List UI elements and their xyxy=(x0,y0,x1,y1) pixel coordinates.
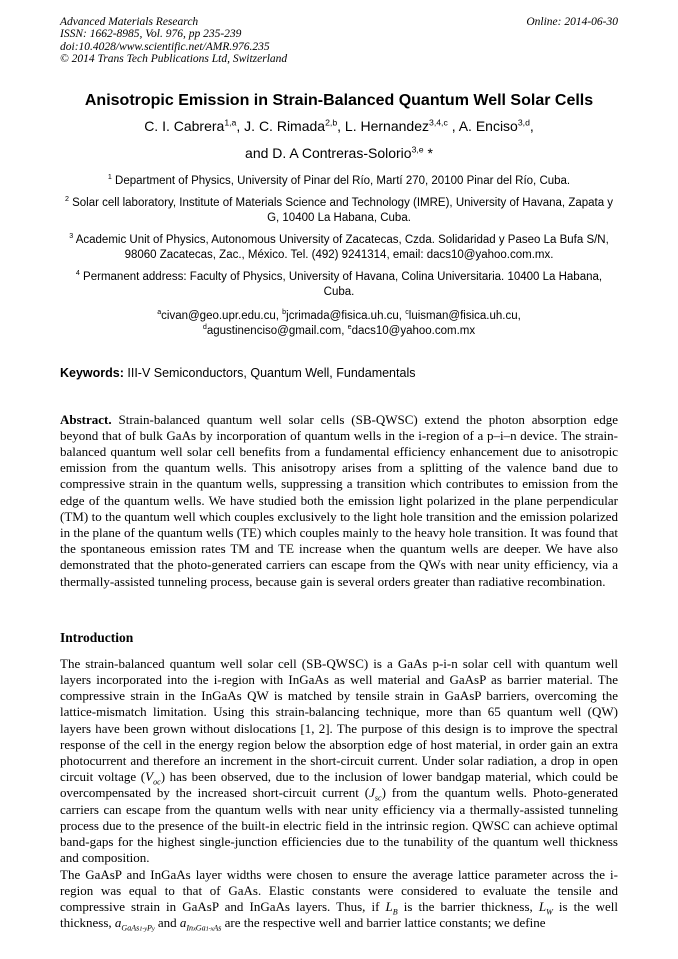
authors-line-1: C. I. Cabrera$^{1,a}$, J. C. Rimada$^{2,b}$, L. Hernandez$^{3,4,c}$ , A. Enciso$^{3,d}$, xyxy=(144,116,534,134)
journal-name: Advanced Materials Research xyxy=(60,16,199,28)
authors-line-2: and D. A Contreras-Solorio$^{3,e}$ * xyxy=(245,143,433,161)
online-date: Online: 2014-06-30 xyxy=(526,16,618,28)
affiliation-3-marker: 3 xyxy=(69,231,74,240)
affiliation-4-text: Permanent address: Faculty of Physics, University of Havana, Colina Universitaria. 10400 La Habana, Cuba. xyxy=(79,270,603,298)
section-heading-introduction: Introduction xyxy=(60,629,134,645)
affiliations-block xyxy=(60,174,618,300)
affiliation-2-text: Solar cell laboratory, Institute of Materials Science and Technology (IMRE), University of Havana, Zapata y G, 10400 La Habana, Cuba. xyxy=(68,196,614,224)
affiliation-1-text: Department of Physics, University of Pinar del Río, Martí 270, 20100 Pinar del Río, Cuba. xyxy=(111,174,571,187)
emails-line-2: $^d$agustinenciso@gmail.com, $^e$dacs10@yahoo.com.mx xyxy=(202,322,476,337)
affiliation-1 xyxy=(60,174,618,189)
affiliation-4-marker: 4 xyxy=(75,268,80,277)
keywords-label: Keywords: xyxy=(60,365,124,380)
author-emails-block xyxy=(60,309,618,339)
affiliation-3-text: Academic Unit of Physics, Autonomous University of Zacatecas, Czda. Solidaridad y Paseo La Bufa S/N, 98060 Zacatecas, Zac., México. Tel. (492) 9241314, email: dacs10@yahoo.com.mx. xyxy=(73,233,609,261)
affiliation-2-marker: 2 xyxy=(64,194,69,203)
keywords-text: III-V Semiconductors, Quantum Well, Fundamentals xyxy=(123,365,416,380)
keywords-line xyxy=(60,366,618,381)
emails-line-1: $^a$civan@geo.upr.edu.cu, $^b$jcrimada@fisica.uh.cu, $^c$luisman@fisica.uh.cu, xyxy=(157,307,521,322)
abstract-paragraph: Abstract. Strain-balanced quantum well solar cells (SB-QWSC) extend the photon absorption edge beyond that of bulk GaAs by incorporation of quantum wells in the i-region of a p–i–n device. The strain-balanced quantum well solar cell benefits from a fundamental efficiency enhancement due to anisotropic emission from the quantum wells. This anisotropy arises from a splitting of the valence band due to compressive strain in the quantum wells, suppressing a transition which contributes to emission from the edge of the quantum wells. We have studied both the emission light polarized in the plane perpendicular (TM) to the quantum well which couples exclusively to the light hole transition and the emission polarized in the plane of the quantum wells (TE) which couples mainly to the heavy hole transition. It was found that the spontaneous emission rates TM and TE increase when the quantum wells are deeper. We have also demonstrated that the photo-generated carriers can escape from the QWs with near unity efficiency, via a thermally-assisted tunneling process, because gain is several orders greater than radiative recombination. xyxy=(60,411,618,589)
affiliation-3 xyxy=(60,233,618,263)
copyright-line: © 2014 Trans Tech Publications Ltd, Switzerland xyxy=(60,53,288,66)
affiliation-2 xyxy=(60,196,618,226)
authors-block xyxy=(60,113,618,167)
issn-volume-line: ISSN: 1662-8985, Vol. 976, pp 235-239 xyxy=(60,28,242,41)
introduction-paragraph-2: The GaAsP and InGaAs layer widths were chosen to ensure the average lattice parameter across the i-region was equal to that of GaAs. Elastic constants were considered to evaluate the tensile and compressive strain in GaAsP and InGaAs layers. Thus, if $L_B$ is the barrier thickness, $L_W$ is the well thickness, $a_{GaAs1-yPy}$ and $a_{InxGa1-xAs}$ are the respective well and barrier lattice constants; we define xyxy=(60,866,619,933)
publication-info xyxy=(60,16,287,66)
doi-line: doi:10.4028/www.scientific.net/AMR.976.235 xyxy=(60,40,270,53)
affiliation-4 xyxy=(60,270,618,300)
affiliation-1-marker: 1 xyxy=(107,172,112,181)
page-header xyxy=(60,16,618,66)
paper-title: Anisotropic Emission in Strain-Balanced Quantum Well Solar Cells xyxy=(84,91,594,109)
introduction-paragraph-1: The strain-balanced quantum well solar cell (SB-QWSC) is a GaAs p-i-n solar cell with quantum well layers incorporated into the i-region with InGaAs as well material and GaAsP as barrier material. The compressive strain in the InGaAs QW is matched by tensile strain in GaAsP barriers, overcoming the lattice-mismatch limitation. Using this strain-balancing technique, more than 65 quantum well (QW) layers have been grown without dislocations [1, 2]. The purpose of this design is to improve the spectral response of the cell in the energy region below the absorption edge of host material, in order gain an extra photocurrent and therefore an increment in the short-circuit current. Under solar radiation, a drop in open circuit voltage $(V_{oc})$ has been observed, due to the inclusion of lower bandgap material, which could be overcompensated by the increased short-circuit current $(J_{sc})$ from the quantum wells. Photo-generated carriers can escape from the quantum wells with near unity efficiency via a thermally-assisted tunneling process due to the presence of the built-in electric field in the intrinsic region. QWSC can achieve optimal band-gaps for the highest single-junction efficiencies due to the tunability of the quantum well thickness and composition. xyxy=(60,655,618,866)
